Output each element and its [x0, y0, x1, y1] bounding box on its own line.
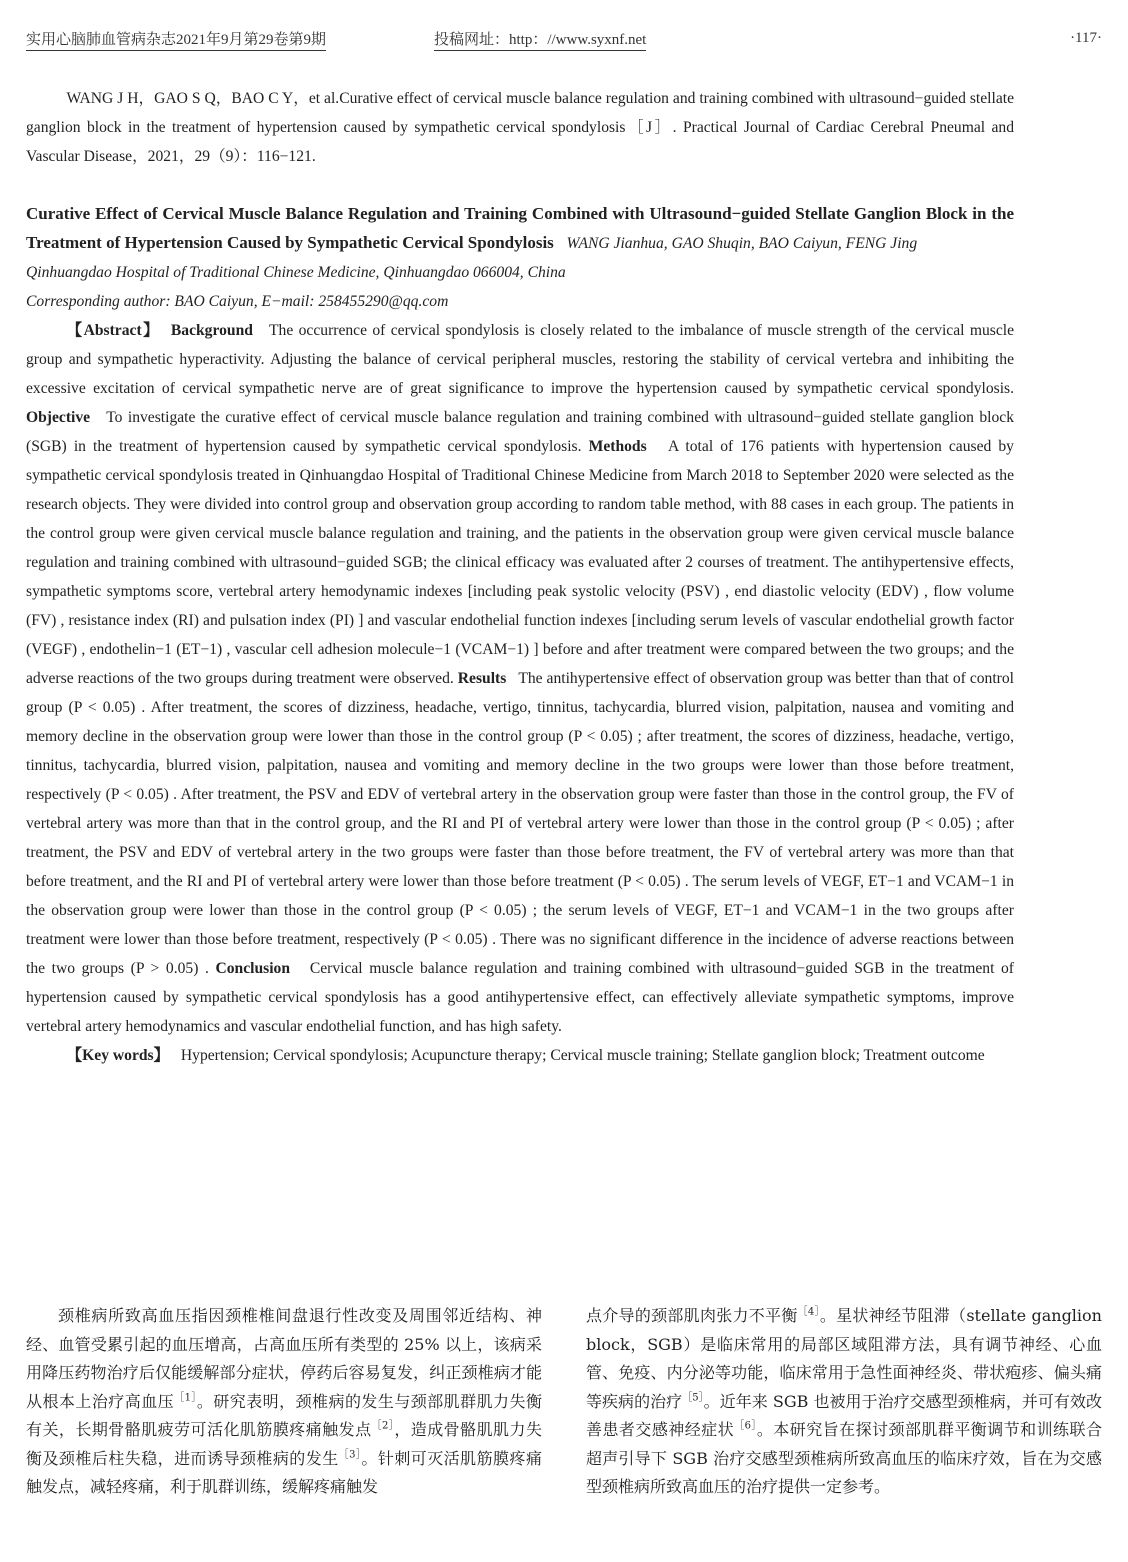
intro-text-4: 。针刺可灭活肌筋膜疼痛触发点，减轻疼痛，利于肌群训练，缓解疼痛触发: [26, 1448, 542, 1496]
intro-text-3: ，造成骨骼肌肌力失衡及颈椎后柱失稳，进而诱导颈椎病的发生: [26, 1420, 542, 1468]
background-label: Background: [170, 322, 253, 339]
keywords-label: 【Key words】: [66, 1047, 170, 1064]
reference-3[interactable]: ［3］: [338, 1449, 362, 1461]
results-text: The antihypertensive effect of observation group was better than that of control group (P < 0.05) . After treatment, the scores of dizziness, headache, vertigo, tinnitus, tachycardia, blurred vision, palpitation, nausea and vomiting and memory decline in the observation group were lower than those in the control group (P < 0.05) ; after treatment, the scores of dizziness, headache, vertigo, tinnitus, tachycardia, blurred vision, palpitation, nausea and vomiting and memory decline in the two groups were lower than those before treatment, respectively (P < 0.05) . After treatment, the PSV and EDV of vertebral artery in the observation group were faster than those in the control group, the FV of vertebral artery was more than that in the control group, and the RI and PI of vertebral artery were lower than those in the control group (P < 0.05) ; after treatment, the PSV and EDV of vertebral artery in the two groups were faster than those before treatment, the FV of vertebral artery was more than that before treatment, and the RI and PI of vertebral artery were lower than those before treatment (P < 0.05) . The serum levels of VEGF, ET−1 and VCAM−1 in the observation group were lower than those in the control group (P < 0.05) ; the serum levels of VEGF, ET−1 and VCAM−1 in the two groups after treatment were lower than those before treatment, respectively (P < 0.05) . There was no significant difference in the incidence of adverse reactions between the two groups (P > 0.05) .: [26, 670, 1014, 977]
reference-4[interactable]: ［4］: [797, 1306, 820, 1318]
intro-text-5: 点介导的颈部肌肉张力不平衡: [586, 1306, 798, 1325]
objective-label: Objective: [26, 409, 91, 426]
english-front-matter: [26, 84, 1014, 1070]
intro-text-6: 。星状神经节阻滞（stellate ganglion block，SGB）是临床常用的局部区域阻滞方法，具有调节神经、心血管、免疫、内分泌等功能，临床常用于急性面神经炎、带状疱疹、偏头痛等疾病的治疗: [586, 1306, 1102, 1411]
running-header: [26, 26, 1102, 50]
reference-5[interactable]: ［5］: [682, 1392, 704, 1404]
conclusion-label: Conclusion: [215, 960, 291, 977]
intro-text-1: 颈椎病所致高血压指因颈椎椎间盘退行性改变及周围邻近结构、神经、血管受累引起的血压增高，占高血压所有类型的 25% 以上，该病采用降压药物治疗后仅能缓解部分症状，停药后容易复发，纠正颈椎病才能从根本上治疗高血压: [26, 1306, 542, 1411]
objective-text: To investigate the curative effect of cervical muscle balance regulation and training combined with ultrasound−guided stellate ganglion block (SGB) in the treatment of hypertension caused by sympathetic cervical spondylosis.: [26, 409, 1015, 455]
title-text: Curative Effect of Cervical Muscle Balance Regulation and Training Combined with Ultrasound−guided Stellate Ganglion Block in the Treatment of Hypertension Caused by Sympathetic Cervical Spondylosis: [26, 204, 1014, 252]
abstract: [26, 316, 1014, 1041]
journal-issue: 实用心脑肺血管病杂志2021年9月第29卷第9期: [26, 28, 326, 51]
keywords-text: Hypertension; Cervical spondylosis; Acupuncture therapy; Cervical muscle training; Stellate ganglion block; Treatment outcome: [180, 1047, 985, 1064]
methods-label: Methods: [588, 438, 647, 455]
reference-1[interactable]: ［1］: [174, 1392, 197, 1404]
citation: WANG J H，GAO S Q，BAO C Y，et al.Curative effect of cervical muscle balance regulation and training combined with ultrasound−guided stellate ganglion block in the treatment of hypertension caused by sympathetic cervical spondylosis［J］. Practical Journal of Cardiac Cerebral Pneumal and Vascular Disease，2021，29（9）：116−121.: [26, 90, 1014, 165]
reference-2[interactable]: ［2］: [371, 1420, 395, 1432]
article-title: [26, 199, 1014, 258]
intro-text-2: 。研究表明，颈椎病的发生与颈部肌群肌力失衡有关，长期骨骼肌疲劳可活化肌筋膜疼痛触发点: [26, 1391, 542, 1439]
conclusion-text: Cervical muscle balance regulation and training combined with ultrasound−guided SGB in the treatment of hypertension caused by sympathetic cervical spondylosis has a good antihypertensive effect, can effectively alleviate sympathetic symptoms, improve vertebral artery hemodynamics and vascular endothelial function, and has high safety.: [26, 960, 1014, 1035]
body-column-left: [26, 1302, 542, 1502]
affiliation: Qinhuangdao Hospital of Traditional Chinese Medicine, Qinhuangdao 066004, China: [26, 264, 566, 281]
intro-paragraph-2: [586, 1302, 1102, 1502]
intro-paragraph-1: [26, 1302, 542, 1502]
abstract-label: 【Abstract】: [66, 322, 161, 339]
results-label: Results: [457, 670, 507, 687]
corresponding-author: Corresponding author: BAO Caiyun, E−mail: 258455290@qq.com: [26, 293, 449, 310]
submission-site[interactable]: 投稿网址：http：//www.syxnf.net: [434, 28, 646, 51]
reference-6[interactable]: ［6］: [734, 1420, 757, 1432]
authors: WANG Jianhua, GAO Shuqin, BAO Caiyun, FENG Jing: [566, 235, 918, 252]
body-column-right: [586, 1302, 1102, 1502]
intro-text-8: 。本研究旨在探讨颈部肌群平衡调节和训练联合超声引导下 SGB 治疗交感型颈椎病所致高血压的临床疗效，旨在为交感型颈椎病所致高血压的治疗提供一定参考。: [586, 1420, 1102, 1496]
background-text: The occurrence of cervical spondylosis is closely related to the imbalance of muscle strength of the cervical muscle group and sympathetic hyperactivity. Adjusting the balance of cervical peripheral muscles, restoring the stability of cervical vertebra and inhibiting the excessive excitation of cervical sympathetic nerve are of great significance to improve the hypertension caused by sympathetic cervical spondylosis.: [26, 322, 1014, 397]
methods-text: A total of 176 patients with hypertension caused by sympathetic cervical spondylosis treated in Qinhuangdao Hospital of Traditional Chinese Medicine from March 2018 to September 2020 were selected as the research objects. They were divided into control group and observation group according to random table method, with 88 cases in each group. The patients in the control group were given cervical muscle balance regulation and training, and the patients in the observation group were given cervical muscle balance regulation and training combined with ultrasound−guided SGB; the clinical efficacy was evaluated after 2 courses of treatment. The antihypertensive effects, sympathetic symptoms score, vertebral artery hemodynamic indexes [including peak systolic velocity (PSV) , end diastolic velocity (EDV) , flow volume (FV) , resistance index (RI) and pulsation index (PI) ] and vascular endothelial function indexes [including serum levels of vascular endothelial growth factor (VEGF) , endothelin−1 (ET−1) , vascular cell adhesion molecule−1 (VCAM−1) ] before and after treatment were compared between the two groups; and the adverse reactions of the two groups during treatment were observed.: [26, 438, 1014, 687]
page-number: ·117·: [1070, 30, 1102, 46]
body-columns: [26, 1302, 1102, 1502]
intro-text-7: 。近年来 SGB 也被用于治疗交感型颈椎病，并可有效改善患者交感神经症状: [586, 1391, 1102, 1439]
keywords: [26, 1041, 1014, 1070]
